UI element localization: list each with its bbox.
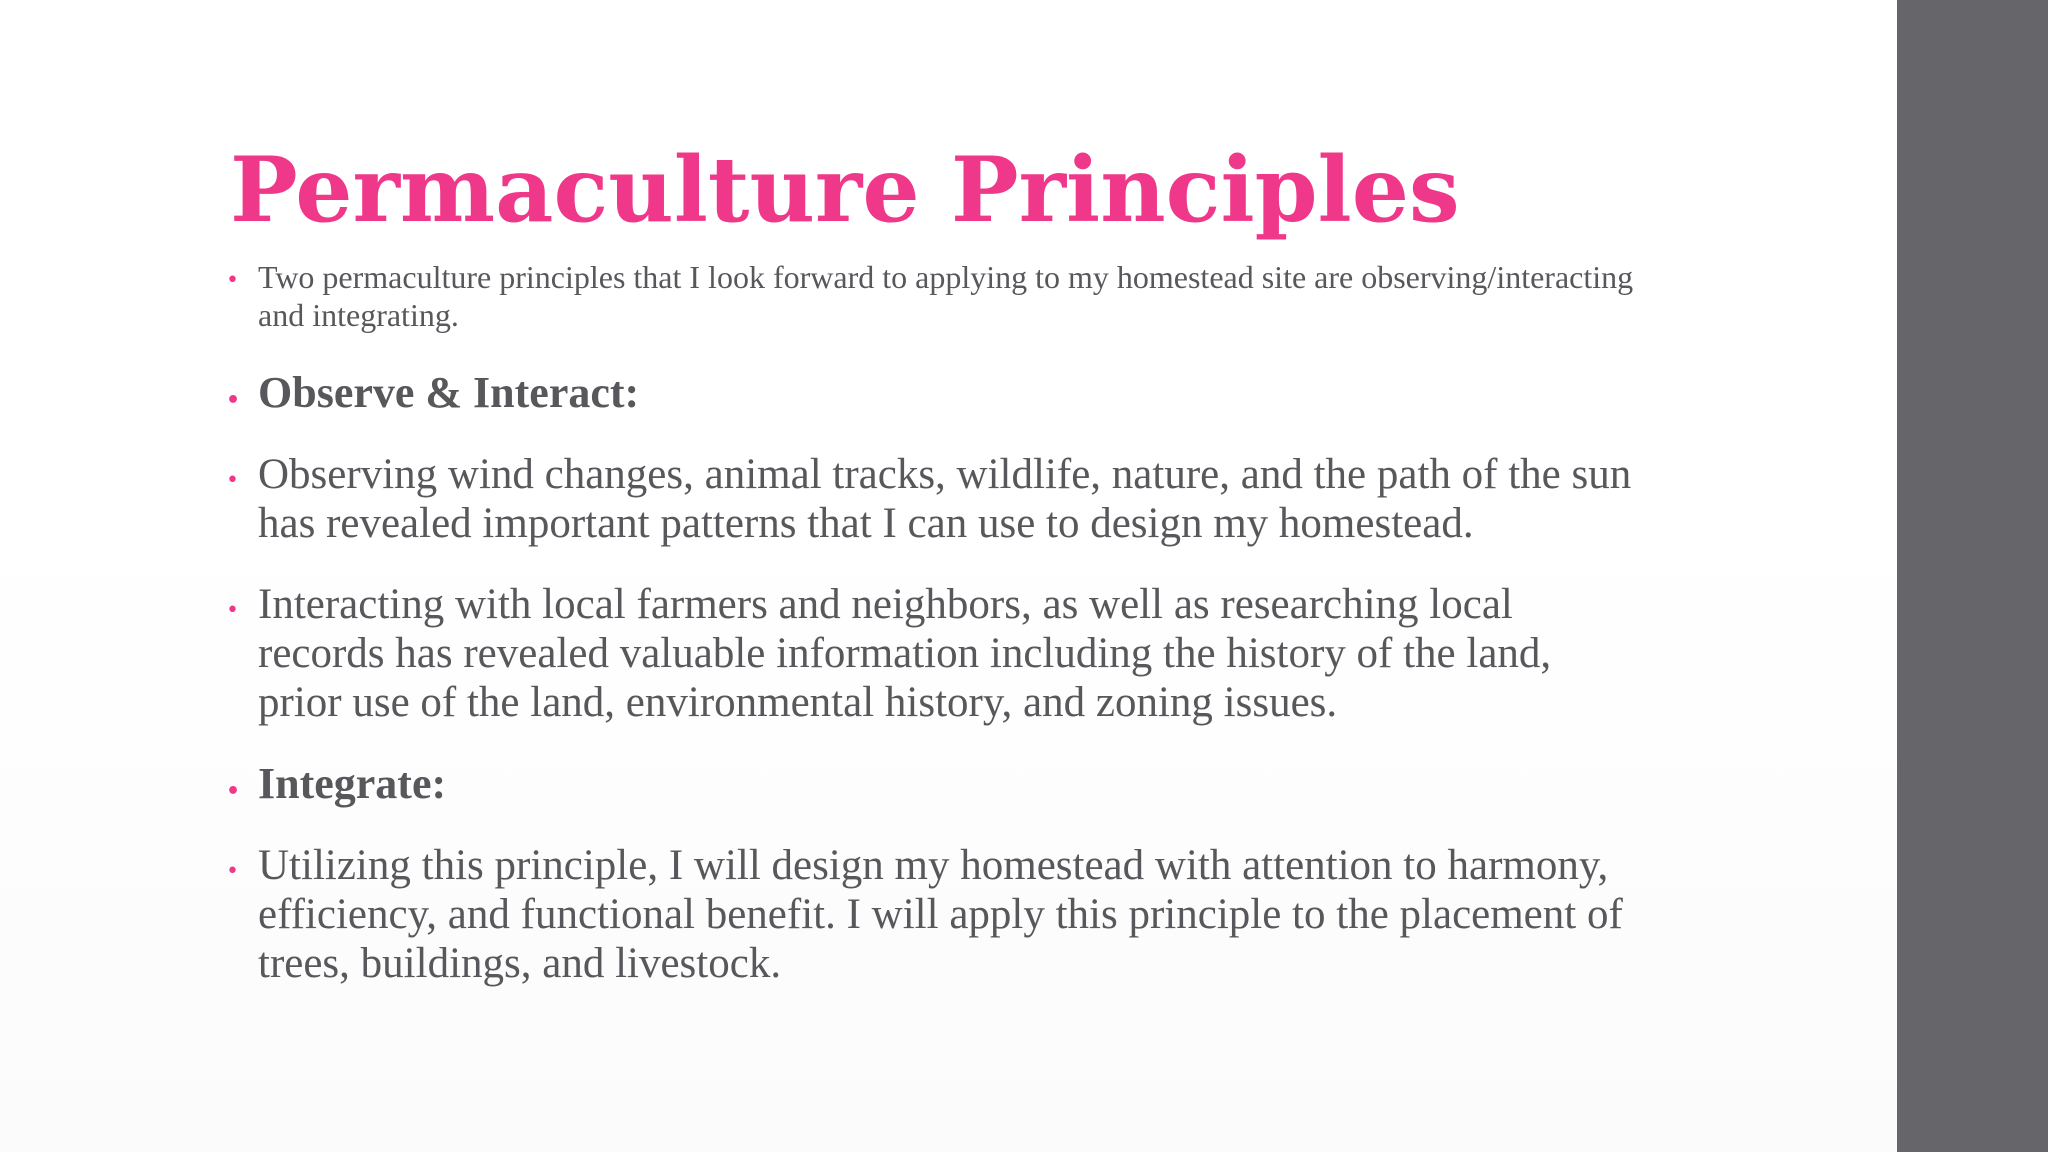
bullet-heading-observe	[222, 368, 1642, 418]
bullet-dot-icon: •	[226, 268, 239, 293]
bullet-text: Integrate:	[258, 759, 447, 808]
bullet-intro	[222, 258, 1642, 334]
bullet-list	[222, 258, 1642, 988]
bullet-utilizing	[222, 841, 1642, 988]
bullet-text: Two permaculture principles that I look forward to applying to my homestead site are observing/interacting and integrating.	[258, 259, 1634, 333]
slide-title: Permaculture Principles	[230, 137, 1460, 243]
bullet-text: Interacting with local farmers and neighbors, as well as researching local records has revealed valuable information including the history of the land, prior use of the land, environmental history, and zoning issues.	[258, 581, 1552, 726]
bullet-heading-integrate	[222, 759, 1642, 809]
bullet-text: Observe & Interact:	[258, 368, 640, 417]
bullet-interacting	[222, 580, 1642, 727]
bullet-dot-icon: •	[226, 468, 239, 493]
bullet-observing	[222, 450, 1642, 548]
bullet-text: Observing wind changes, animal tracks, wildlife, nature, and the path of the sun has revealed important patterns that I can use to design my homestead.	[258, 451, 1632, 547]
bullet-dot-icon: •	[226, 388, 241, 413]
side-accent-bar	[1897, 0, 2048, 1152]
bullet-dot-icon: •	[226, 598, 239, 623]
bullet-dot-icon: •	[226, 859, 239, 884]
bullet-text: Utilizing this principle, I will design my homestead with attention to harmony, efficiency, and functional benefit. I will apply this principle to the placement of trees, buildings, and livestock.	[258, 842, 1623, 987]
bullet-dot-icon: •	[226, 779, 241, 804]
